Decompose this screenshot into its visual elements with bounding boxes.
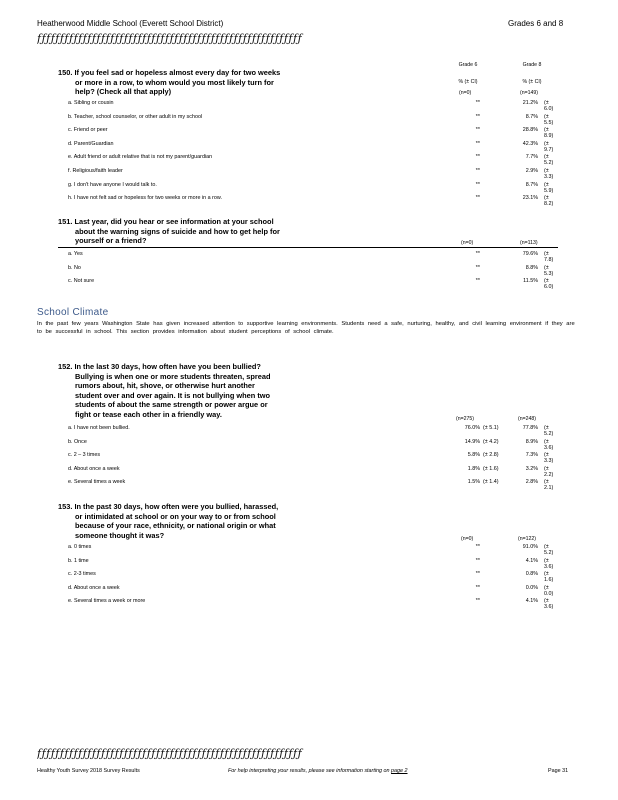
grade6-value: 1.8% — [467, 465, 480, 472]
grade8-ci: (± 0.0) — [544, 584, 554, 597]
answer-label: d. About once a week — [68, 465, 120, 472]
grade8-value: 11.5% — [523, 278, 538, 284]
grade6-value: ** — [475, 127, 480, 134]
footer-survey-title: Healthy Youth Survey 2018 Survey Results — [37, 768, 140, 774]
grade8-ci: (± 6.0) — [544, 278, 554, 290]
table-row — [68, 100, 558, 112]
grade8-ci: (± 5.2) — [544, 425, 554, 437]
table-row — [68, 452, 558, 464]
grade8-ci: (± 7.8) — [544, 251, 554, 263]
grade6-value: ** — [475, 195, 480, 202]
footer-help-text: For help interpreting your results, please see information starting on page 2 — [228, 768, 408, 774]
grade6-value: ** — [475, 557, 480, 564]
table-row — [68, 479, 558, 491]
grade8-value: 7.3% — [525, 452, 538, 459]
table-row — [68, 114, 558, 126]
grade8-ci: (± 8.9) — [544, 127, 554, 140]
grade8-value: 0.0% — [525, 584, 538, 591]
table-row — [68, 439, 558, 451]
table-row — [68, 544, 558, 556]
answer-label: a. Yes — [68, 251, 83, 257]
col-grade8-header: Grade 8 % (± CI) — [522, 62, 542, 85]
grade8-ci: (± 3.3) — [544, 168, 554, 180]
grade6-ci: (± 1.4) — [483, 479, 499, 486]
grade8-value: 4.1% — [525, 598, 538, 605]
grade8-value: 42.3% — [522, 140, 538, 147]
grade6-ci: (± 5.1) — [483, 425, 499, 431]
q150-n-grade8: (n=149) — [520, 90, 539, 96]
grade8-value: 8.9% — [525, 438, 538, 445]
answer-label: e. Several times a week or more — [68, 598, 146, 605]
table-row — [68, 195, 558, 207]
table-row — [68, 558, 558, 570]
grade8-ci: (± 5.2) — [544, 154, 554, 167]
grade8-value: 2.9% — [525, 168, 538, 174]
header-grades: Grades 6 and 8 — [508, 19, 564, 28]
answer-label: a. Sibling or cousin — [68, 100, 114, 106]
grade6-ci: (± 2.8) — [483, 452, 499, 459]
table-row — [68, 265, 558, 277]
table-row — [68, 168, 558, 180]
question-152: 152. In the last 30 days, how often have you been bullied? Bullying is when one or more students threaten, spread rumors about, hit, shove, or otherwise hurt another student over and over again. It is not bullying when two students of about the same strength or power argue or fight or tease each other in a friendly way. — [58, 362, 271, 419]
question-151: 151. Last year, did you hear or see information at your school about the warning signs of suicide and how to get help for yourself or a friend? — [58, 217, 280, 246]
section-description: In the past few years Washington State has given increased attention to supportive learning environments. Students need a safe, nurturing, healthy, and civil learning environment if they are to be successful in school. This section provides information about student perceptions of school climate. — [37, 321, 575, 335]
table-row — [68, 127, 558, 139]
grade6-value: ** — [475, 584, 480, 591]
table-row — [68, 182, 558, 194]
answer-label: d. About once a week — [68, 584, 120, 591]
table-row — [68, 585, 558, 597]
grade8-ci: (± 3.6) — [544, 438, 554, 451]
grade8-value: 21.2% — [522, 100, 538, 106]
table-row — [68, 466, 558, 478]
grade8-value: 91.0% — [522, 544, 538, 550]
q152-n-grade8: (n=248) — [518, 416, 537, 422]
grade6-value: ** — [475, 571, 480, 578]
answer-label: b. No — [68, 264, 81, 271]
q152-n-grade6: (n=275) — [456, 416, 475, 422]
grade6-value: ** — [475, 181, 480, 188]
table-row — [68, 154, 558, 166]
answer-label: b. 1 time — [68, 557, 89, 564]
grade8-ci: (± 2.2) — [544, 465, 554, 478]
grade6-value: ** — [475, 598, 480, 605]
grade8-ci: (± 9.7) — [544, 140, 554, 153]
grade8-value: 79.6% — [522, 251, 538, 257]
grade8-ci: (± 6.0) — [544, 100, 554, 112]
grade8-ci: (± 2.1) — [544, 479, 554, 492]
col-grade6-header: Grade 6 % (± CI) — [458, 62, 478, 85]
grade6-value: ** — [475, 251, 480, 257]
grade8-ci: (± 5.5) — [544, 113, 554, 126]
answer-label: e. Several times a week — [68, 479, 126, 486]
answer-label: c. 2-3 times — [68, 571, 96, 578]
answer-label: e. Adult friend or adult relative that is not my parent/guardian — [68, 154, 213, 161]
grade8-ci: (± 3.6) — [544, 598, 554, 611]
table-row — [68, 278, 558, 290]
grade8-value: 4.1% — [525, 557, 538, 564]
grade8-value: 0.8% — [525, 571, 538, 578]
answer-label: f. Religious/faith leader — [68, 168, 123, 174]
table-row — [68, 425, 558, 437]
grade8-ci: (± 5.9) — [544, 181, 554, 194]
answer-label: c. Friend or peer — [68, 127, 108, 134]
table-row — [68, 251, 558, 263]
grade8-value: 8.7% — [525, 113, 538, 120]
question-150: 150. If you feel sad or hopeless almost every day for two weeks or more in a row, to whom would you most likely turn for help? (Check all that apply) — [58, 68, 281, 97]
grade6-value: 1.5% — [467, 479, 480, 486]
q153-n-grade6: (n=0) — [461, 536, 474, 542]
grade8-value: 7.7% — [525, 154, 538, 161]
grade8-ci: (± 5.3) — [544, 264, 554, 277]
decorative-rule-top: ƒƒƒƒƒƒƒƒƒƒƒƒƒƒƒƒƒƒƒƒƒƒƒƒƒƒƒƒƒƒƒƒƒƒƒƒƒƒƒƒƒƒƒƒƒƒƒƒƒƒƒƒƒƒƒƒƒƒ — [37, 32, 303, 45]
decorative-rule-bottom: ƒƒƒƒƒƒƒƒƒƒƒƒƒƒƒƒƒƒƒƒƒƒƒƒƒƒƒƒƒƒƒƒƒƒƒƒƒƒƒƒƒƒƒƒƒƒƒƒƒƒƒƒƒƒƒƒƒƒ — [37, 747, 303, 760]
grade8-value: 3.2% — [525, 465, 538, 472]
grade6-value: 14.9% — [464, 438, 480, 445]
section-title: School Climate — [37, 307, 109, 318]
footer-page-link[interactable]: page 2 — [391, 768, 408, 774]
grade8-value: 8.7% — [525, 181, 538, 188]
grade6-value: ** — [475, 140, 480, 147]
q150-n-grade6: (n=0) — [459, 90, 472, 96]
q151-n-grade8: (n=113) — [520, 240, 538, 246]
grade8-ci: (± 5.2) — [544, 544, 554, 556]
grade6-value: ** — [475, 100, 480, 106]
grade8-value: 23.1% — [522, 195, 538, 202]
q151-divider — [58, 247, 558, 248]
answer-label: c. Not sure — [68, 278, 95, 284]
answer-label: a. 0 times — [68, 544, 92, 550]
grade8-ci: (± 8.2) — [544, 195, 554, 208]
footer-page-number: Page 31 — [548, 768, 569, 774]
answer-label: b. Teacher, school counselor, or other adult in my school — [68, 113, 203, 120]
q153-n-grade8: (n=122) — [518, 536, 537, 542]
q151-n-grade6: (n=0) — [461, 240, 474, 246]
grade8-ci: (± 3.6) — [544, 557, 554, 570]
answer-label: a. I have not been bullied. — [68, 425, 130, 431]
table-row — [68, 598, 558, 610]
grade6-value: ** — [475, 264, 480, 271]
answer-label: b. Once — [68, 438, 87, 445]
grade8-value: 2.8% — [525, 479, 538, 486]
answer-label: d. Parent/Guardian — [68, 140, 114, 147]
table-row — [68, 141, 558, 153]
grade8-ci: (± 1.6) — [544, 571, 554, 584]
grade6-value: ** — [475, 544, 480, 550]
grade6-value: ** — [475, 278, 480, 284]
answer-label: g. I don't have anyone I would talk to. — [68, 181, 157, 188]
grade6-value: ** — [475, 113, 480, 120]
grade8-ci: (± 3.3) — [544, 452, 554, 465]
table-row — [68, 571, 558, 583]
header-school: Heatherwood Middle School (Everett School District) — [37, 19, 224, 28]
grade8-value: 28.8% — [522, 127, 538, 134]
grade6-value: 5.8% — [467, 452, 480, 459]
grade6-value: ** — [475, 168, 480, 174]
answer-label: h. I have not felt sad or hopeless for two weeks or more in a row. — [68, 195, 223, 202]
grade6-value: ** — [475, 154, 480, 161]
grade8-value: 8.8% — [525, 264, 538, 271]
answer-label: c. 2 – 3 times — [68, 452, 101, 459]
grade6-ci: (± 4.2) — [483, 438, 499, 445]
question-153: 153. In the past 30 days, how often were you bullied, harassed, or intimidated at school or on your way to or from school because of your race, ethnicity, or national origin or what someone thought it was? — [58, 502, 279, 540]
grade8-value: 77.8% — [522, 425, 538, 431]
grade6-ci: (± 1.6) — [483, 465, 499, 472]
grade6-value: 76.0% — [464, 425, 480, 431]
